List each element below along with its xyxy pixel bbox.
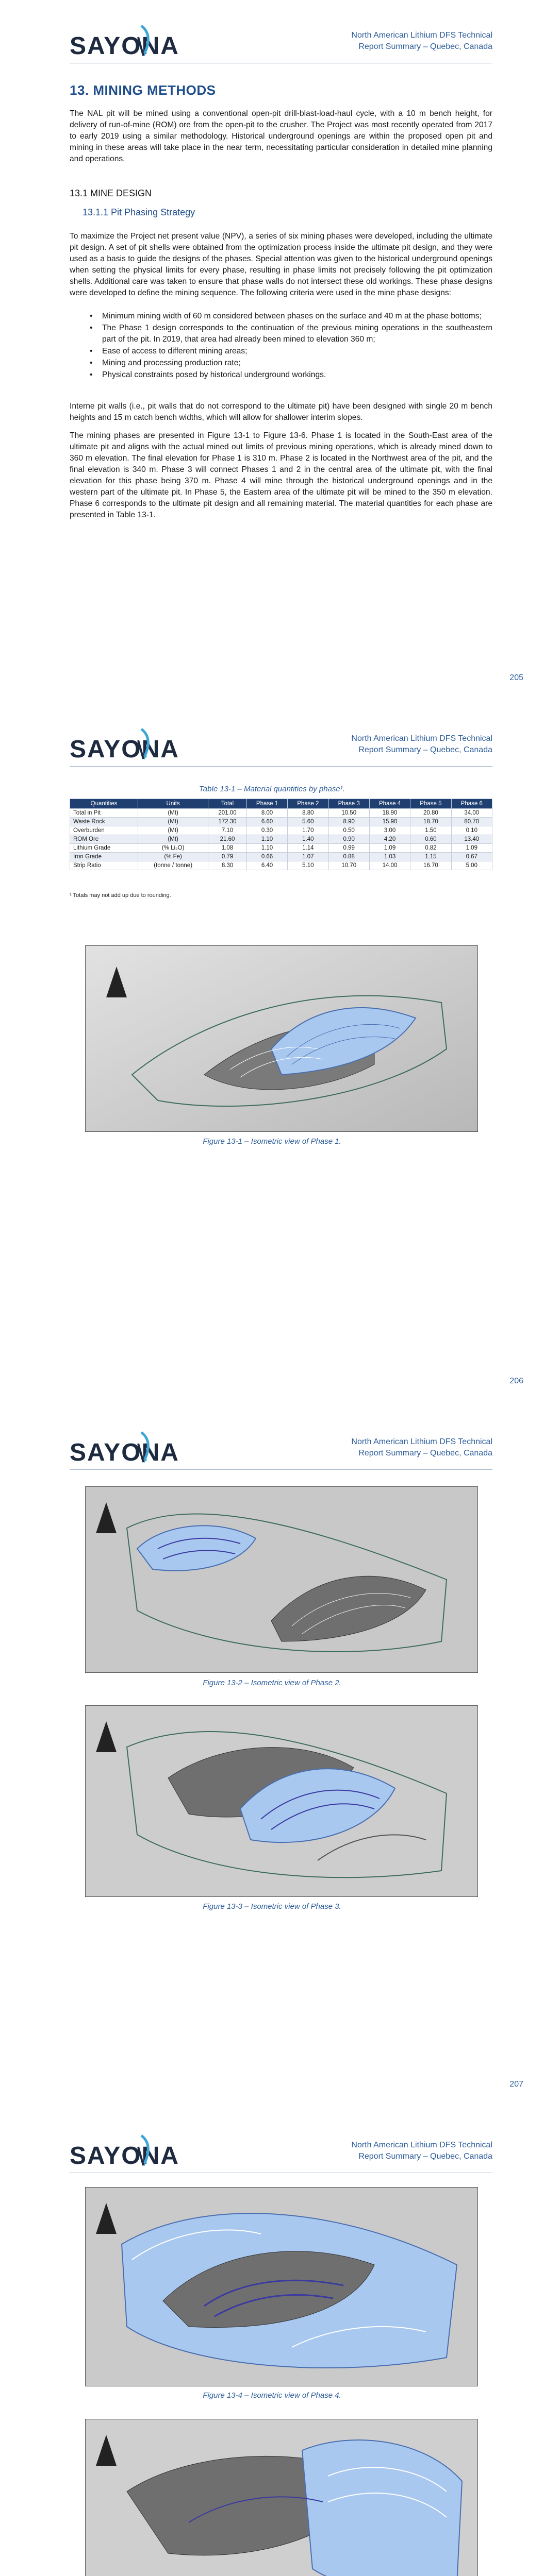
table-header-cell: Phase 3 xyxy=(328,799,369,809)
header-title-line2: Report Summary – Quebec, Canada xyxy=(358,745,492,754)
header-divider xyxy=(70,1469,492,1470)
table-cell: Total in Pit xyxy=(70,809,138,818)
list-item: • The Phase 1 design corresponds to the continuation of the previous mining operations in the southeastern part of the pit. In 2019, that area had already been mined to elevation 360 m; xyxy=(88,323,492,345)
table-cell: Strip Ratio xyxy=(70,861,138,870)
table-cell: (Mt) xyxy=(138,818,208,826)
table-cell: 5.10 xyxy=(288,861,328,870)
table-cell: 0.99 xyxy=(328,844,369,853)
figure-caption: Figure 13-4 – Isometric view of Phase 4. xyxy=(203,2391,341,2400)
logo-text: SAYONA xyxy=(70,32,179,60)
table-cell: (% Li₂O) xyxy=(138,844,208,853)
table-cell: 18.70 xyxy=(410,818,451,826)
table-cell: 34.00 xyxy=(451,809,492,818)
table-cell: (Mt) xyxy=(138,826,208,835)
table-cell: 201.00 xyxy=(208,809,247,818)
table-cell: Lithium Grade xyxy=(70,844,138,853)
company-logo xyxy=(70,22,179,63)
list-item: • Ease of access to different mining areas; xyxy=(88,346,492,357)
table-header-cell: Phase 4 xyxy=(369,799,410,809)
table-cell: 1.03 xyxy=(369,853,410,861)
table-header-cell: Quantities xyxy=(70,799,138,809)
logo-text: SAYONA xyxy=(70,1439,179,1466)
figure-caption: Figure 13-2 – Isometric view of Phase 2. xyxy=(203,1679,341,1687)
report-header xyxy=(351,30,492,53)
report-header xyxy=(351,2140,492,2162)
table-cell: 8.90 xyxy=(328,818,369,826)
table-cell: 0.82 xyxy=(410,844,451,853)
table-cell: 172.30 xyxy=(208,818,247,826)
table-cell: 4.20 xyxy=(369,835,410,844)
header-divider xyxy=(70,766,492,767)
table-cell: 1.14 xyxy=(288,844,328,853)
table-row xyxy=(70,835,492,844)
table-cell: 10.70 xyxy=(328,861,369,870)
table-cell: 1.40 xyxy=(288,835,328,844)
table-footnote: ¹ Totals may not add up due to rounding. xyxy=(70,892,171,899)
table-cell: 1.10 xyxy=(246,844,287,853)
logo-mark-icon xyxy=(134,1428,155,1464)
header-title-line2: Report Summary – Quebec, Canada xyxy=(358,42,492,51)
table-cell: 8.30 xyxy=(208,861,247,870)
table-cell: 1.50 xyxy=(410,826,451,835)
table-cell: (% Fe) xyxy=(138,853,208,861)
report-header xyxy=(351,733,492,756)
table-cell: Waste Rock xyxy=(70,818,138,826)
figure-phase-4 xyxy=(85,2187,478,2386)
table-header-cell: Phase 1 xyxy=(246,799,287,809)
list-item: • Physical constraints posed by historical underground workings. xyxy=(88,369,492,381)
table-cell: 20.80 xyxy=(410,809,451,818)
table-cell: ROM Ore xyxy=(70,835,138,844)
header-title-line2: Report Summary – Quebec, Canada xyxy=(358,2152,492,2161)
figure-caption: Figure 13-3 – Isometric view of Phase 3. xyxy=(203,1902,341,1911)
intro-paragraph: The NAL pit will be mined using a conventional open-pit drill-blast-load-haul cycle, with a 10 m bench height, for delivery of run-of-mine (ROM) ore from the open-pit to the crusher. The Project was most recently operated from 2017 to early 2019 using a similar methodology. Historical underground openings are within the proposed open pit and mining in these areas will take place in the near term, necessitating particular consideration in detailed mine planning and operations. xyxy=(70,109,492,163)
company-logo xyxy=(70,725,179,766)
table-cell: 14.00 xyxy=(369,861,410,870)
report-page-205 xyxy=(0,0,544,703)
table-cell: 1.09 xyxy=(451,844,492,853)
table-cell: 10.50 xyxy=(328,809,369,818)
page-number: 206 xyxy=(509,1377,523,1385)
report-page-208 xyxy=(0,2110,544,2576)
table-cell: 1.10 xyxy=(246,835,287,844)
table-header-cell: Units xyxy=(138,799,208,809)
list-item: • Minimum mining width of 60 m considered between phases on the surface and 40 m at the phase bottoms; xyxy=(88,311,492,322)
table-cell: 1.70 xyxy=(288,826,328,835)
table-cell: (tonne / tonne) xyxy=(138,861,208,870)
table-cell: 80.70 xyxy=(451,818,492,826)
figure-phase-3 xyxy=(85,1705,478,1897)
table-cell: 3.00 xyxy=(369,826,410,835)
table-cell: 0.67 xyxy=(451,853,492,861)
table-cell: 6.60 xyxy=(246,818,287,826)
logo-mark-icon xyxy=(134,2131,155,2167)
logo-text: SAYONA xyxy=(70,2142,179,2170)
logo-mark-icon xyxy=(134,725,155,761)
logo-text: SAYONA xyxy=(70,736,179,763)
list-item: • Mining and processing production rate; xyxy=(88,358,492,369)
table-cell: 0.30 xyxy=(246,826,287,835)
table-caption: Table 13-1 – Material quantities by phase¹. xyxy=(199,785,345,793)
table-header-cell: Total xyxy=(208,799,247,809)
table-cell: 0.66 xyxy=(246,853,287,861)
table-cell: 6.40 xyxy=(246,861,287,870)
phasing-paragraph: To maximize the Project net present value (NPV), a series of six mining phases were developed, including the ultimate pit design. A set of pit shells were obtained from the optimization process inside the ultimate pit design, and they were used as a basis to guide the designs of the phases. Special attention was given to the historical underground openings when setting the physical limits for every phase, resulting in phase limits not precisely following the pit optimization shells. Additional care was taken to ensure that phase walls do not intersect these old workings. These phase designs were developed to define the mining sequence. The following criteria were used in the mine phase designs: xyxy=(70,232,492,297)
report-page-206 xyxy=(0,703,544,1406)
table-cell: 0.10 xyxy=(451,826,492,835)
table-cell: 0.90 xyxy=(328,835,369,844)
table-cell: 21.60 xyxy=(208,835,247,844)
pit-walls-paragraph: Interne pit walls (i.e., pit walls that do not correspond to the ultimate pit) have been designed with single 20 m bench heights and 15 m catch bench widths, which will allow for shallower interim slopes. xyxy=(70,402,492,422)
header-title-line1: North American Lithium DFS Technical xyxy=(351,2141,492,2149)
figure-phase-2 xyxy=(85,1486,478,1673)
company-logo xyxy=(70,2131,179,2173)
criteria-list xyxy=(88,311,492,381)
table-cell: (Mt) xyxy=(138,835,208,844)
header-title-line1: North American Lithium DFS Technical xyxy=(351,1437,492,1446)
table-cell: (Mt) xyxy=(138,809,208,818)
table-cell: 7.10 xyxy=(208,826,247,835)
table-row xyxy=(70,826,492,835)
table-cell: 8.00 xyxy=(246,809,287,818)
table-cell: 1.09 xyxy=(369,844,410,853)
table-cell: 5.00 xyxy=(451,861,492,870)
header-title-line2: Report Summary – Quebec, Canada xyxy=(358,1449,492,1458)
isometric-pit-view-phase-5 xyxy=(86,2419,477,2576)
table-cell: 1.15 xyxy=(410,853,451,861)
table-cell: 18.90 xyxy=(369,809,410,818)
header-title-line1: North American Lithium DFS Technical xyxy=(351,31,492,40)
table-header-cell: Phase 2 xyxy=(288,799,328,809)
table-header-row xyxy=(70,799,492,809)
page-number: 207 xyxy=(509,2080,523,2089)
table-cell: 1.07 xyxy=(288,853,328,861)
table-cell: 15.90 xyxy=(369,818,410,826)
header-title-line1: North American Lithium DFS Technical xyxy=(351,734,492,743)
table-row xyxy=(70,809,492,818)
figure-phase-1 xyxy=(85,945,478,1132)
table-cell: 0.79 xyxy=(208,853,247,861)
table-cell: 0.50 xyxy=(328,826,369,835)
mining-phases-paragraph: The mining phases are presented in Figure 13-1 to Figure 13-6. Phase 1 is located in the South-East area of the ultimate pit and aligns with the actual mined out limits of previous mining operations, which is already mined down to 360 m elevation. The final elevation for Phase 1 is 310 m. Phase 2 is located in the Northwest area of the pit, and the final elevation is 340 m. Phase 3 will connect Phases 1 and 2 in the central area of the ultimate pit, with the final elevation for this phase being 370 m. Phase 4 will mine through the historical underground openings and in the western part of the ultimate pit. In Phase 5, the Eastern area of the ultimate pit will be mined to the 350 m elevation. Phase 6 corresponds to the ultimate pit design and all remaining material. The material quantities for each phase are presented in Table 13-1. xyxy=(70,431,492,519)
table-cell: 0.88 xyxy=(328,853,369,861)
isometric-pit-view-phase-1 xyxy=(86,946,477,1131)
figure-caption: Figure 13-1 – Isometric view of Phase 1. xyxy=(203,1137,341,1146)
table-cell: Overburden xyxy=(70,826,138,835)
page-number: 205 xyxy=(509,673,523,682)
table-cell: 16.70 xyxy=(410,861,451,870)
report-page-207 xyxy=(0,1406,544,2110)
table-cell: 5.60 xyxy=(288,818,328,826)
table-cell: Iron Grade xyxy=(70,853,138,861)
isometric-pit-view-phase-4 xyxy=(86,2188,477,2386)
table-row xyxy=(70,844,492,853)
figure-phase-5 xyxy=(85,2419,478,2576)
section-title: 13. MINING METHODS xyxy=(70,82,216,98)
table-header-cell: Phase 6 xyxy=(451,799,492,809)
table-cell: 0.60 xyxy=(410,835,451,844)
subsection-title: 13.1 MINE DESIGN xyxy=(70,188,152,198)
logo-mark-icon xyxy=(134,22,155,58)
company-logo xyxy=(70,1428,179,1469)
table-header-cell: Phase 5 xyxy=(410,799,451,809)
table-row xyxy=(70,818,492,826)
isometric-pit-view-phase-2 xyxy=(86,1487,477,1672)
table-cell: 13.40 xyxy=(451,835,492,844)
isometric-pit-view-phase-3 xyxy=(86,1706,477,1896)
report-header xyxy=(351,1436,492,1459)
table-row xyxy=(70,861,492,870)
table-cell: 1.08 xyxy=(208,844,247,853)
table-row xyxy=(70,853,492,861)
material-quantities-table xyxy=(70,799,492,870)
table-cell: 8.80 xyxy=(288,809,328,818)
subsubsection-title: 13.1.1 Pit Phasing Strategy xyxy=(83,207,195,217)
